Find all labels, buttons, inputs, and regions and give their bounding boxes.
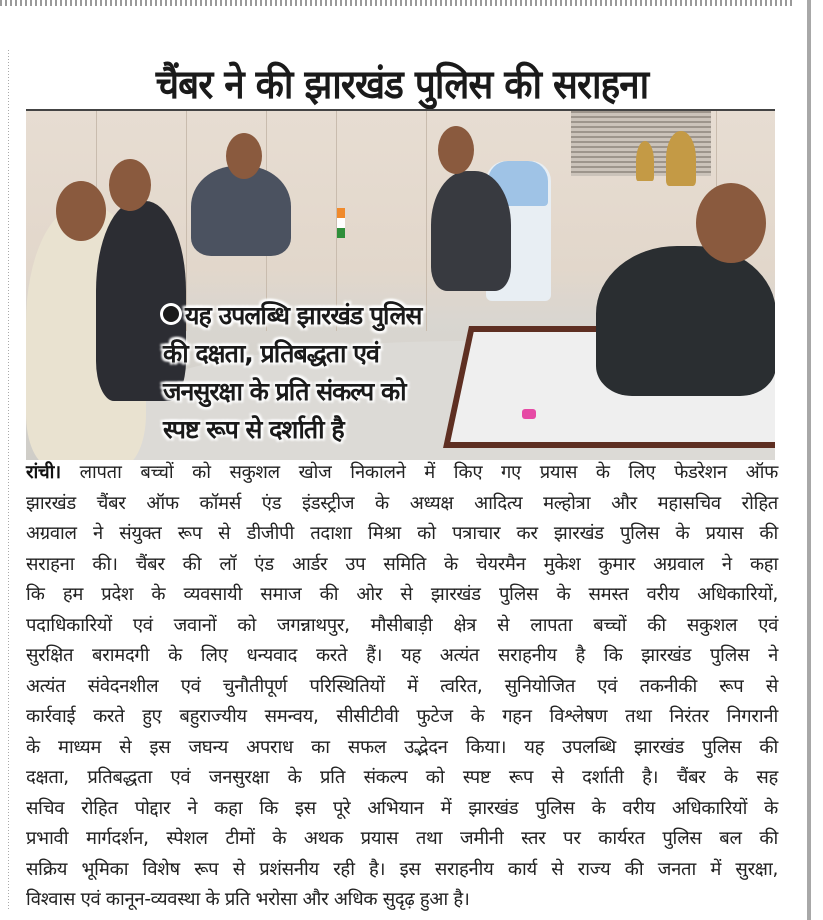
person-head — [226, 133, 262, 179]
article-line: रांची। लापता बच्चों को सकुशल खोज निकालने में किए गए प्रयास के लिए फेडरेशन ऑफ — [26, 462, 778, 483]
pull-quote-line: यह उपलब्धि झारखंड पुलिस — [163, 297, 493, 335]
article-line: विश्वास एवं कानून-व्यवस्था के प्रति भरोसा और अधिक सुदृढ़ हुआ है। — [26, 889, 470, 910]
person-head — [109, 159, 151, 211]
article-line: दक्षता, प्रतिबद्धता एवं जनसुरक्षा के प्रति संकल्प को स्पष्ट रूप से दर्शाती है। चैंबर के सह — [26, 767, 778, 788]
india-flag — [337, 208, 345, 238]
column-rule-left-dotted — [8, 50, 9, 910]
article-line: अत्यंत संवेदनशील एवं चुनौतीपूर्ण परिस्थितियों में त्वरित, सुनियोजित एवं तकनीकी रूप से — [26, 675, 778, 697]
pull-quote-line: जनसुरक्षा के प्रति संकल्प को — [163, 377, 406, 406]
person-head — [438, 126, 474, 174]
person-right-suit — [431, 171, 511, 291]
article-body — [26, 458, 778, 916]
headline: चैंबर ने की झारखंड पुलिस की सराहना — [155, 61, 649, 108]
article-line: सराहना की। चैंबर की लॉ एंड आर्डर उप समिति के चेयरमैन मुकेश कुमार अग्रवाल ने कहा — [26, 553, 778, 575]
pull-quote — [163, 297, 493, 449]
article-line: सुरक्षित बरामदगी के लिए धन्यवाद करते हैं। यह अत्यंत सराहनीय है कि झारखंड पुलिस ने — [26, 645, 778, 666]
article-line: कार्रवाई करते हुए बहुराज्यीय समन्वय, सीसीटीवी फुटेज के गहन विश्लेषण तथा निरंतर निगरानी — [26, 706, 778, 727]
article-line: सक्रिय भूमिका विशेष रूप से प्रशंसनीय रही है। इस सराहनीय कार्य से राज्य की जनता में सुरक्षा, — [26, 858, 778, 880]
dateline: रांची। — [26, 462, 61, 483]
article-line: कि हम प्रदेश के व्यवसायी समाज की ओर से झारखंड पुलिस के समस्त वरीय अधिकारियों, — [26, 584, 778, 605]
bullet-icon — [163, 306, 179, 322]
person-head — [56, 181, 106, 241]
top-border-strip — [0, 0, 795, 6]
article-line: पदाधिकारियों एवं जवानों को जगन्नाथपुर, मौसीबाड़ी क्षेत्र से लापता बच्चों की सकुशल एवं — [26, 614, 778, 636]
article-line: अग्रवाल ने संयुक्त रूप से डीजीपी तदाशा मिश्रा को पत्राचार कर झारखंड पुलिस के प्रयास की — [26, 523, 778, 544]
person-head — [696, 183, 766, 263]
pull-quote-line: स्पष्ट रूप से दर्शाती है — [163, 415, 344, 444]
trophy — [636, 141, 654, 181]
person-center-suit — [191, 166, 291, 256]
column-rule-right — [807, 0, 811, 920]
article-line: झारखंड चैंबर ऑफ कॉमर्स एंड इंडस्ट्रीज के अध्यक्ष आदित्य मल्होत्रा और महासचिव रोहित — [26, 492, 778, 514]
article-line: सचिव रोहित पोद्दार ने कहा कि इस पूरे अभियान में झारखंड पुलिस के वरीय अधिकारियों के — [26, 797, 778, 819]
pull-quote-line: की दक्षता, प्रतिबद्धता एवं — [163, 339, 379, 368]
trophy — [666, 131, 696, 186]
article-line: के माध्यम से इस जघन्य अपराध का सफल उद्भेदन किया। यह उपलब्धि झारखंड पुलिस की — [26, 736, 778, 758]
water-bottle — [522, 409, 536, 419]
person-far-right-jacket — [596, 246, 775, 396]
meeting-photo — [26, 109, 775, 460]
article-line: प्रभावी मार्गदर्शन, स्पेशल टीमों के अथक प्रयास तथा जमीनी स्तर पर कार्यरत पुलिस बल की — [26, 828, 778, 849]
